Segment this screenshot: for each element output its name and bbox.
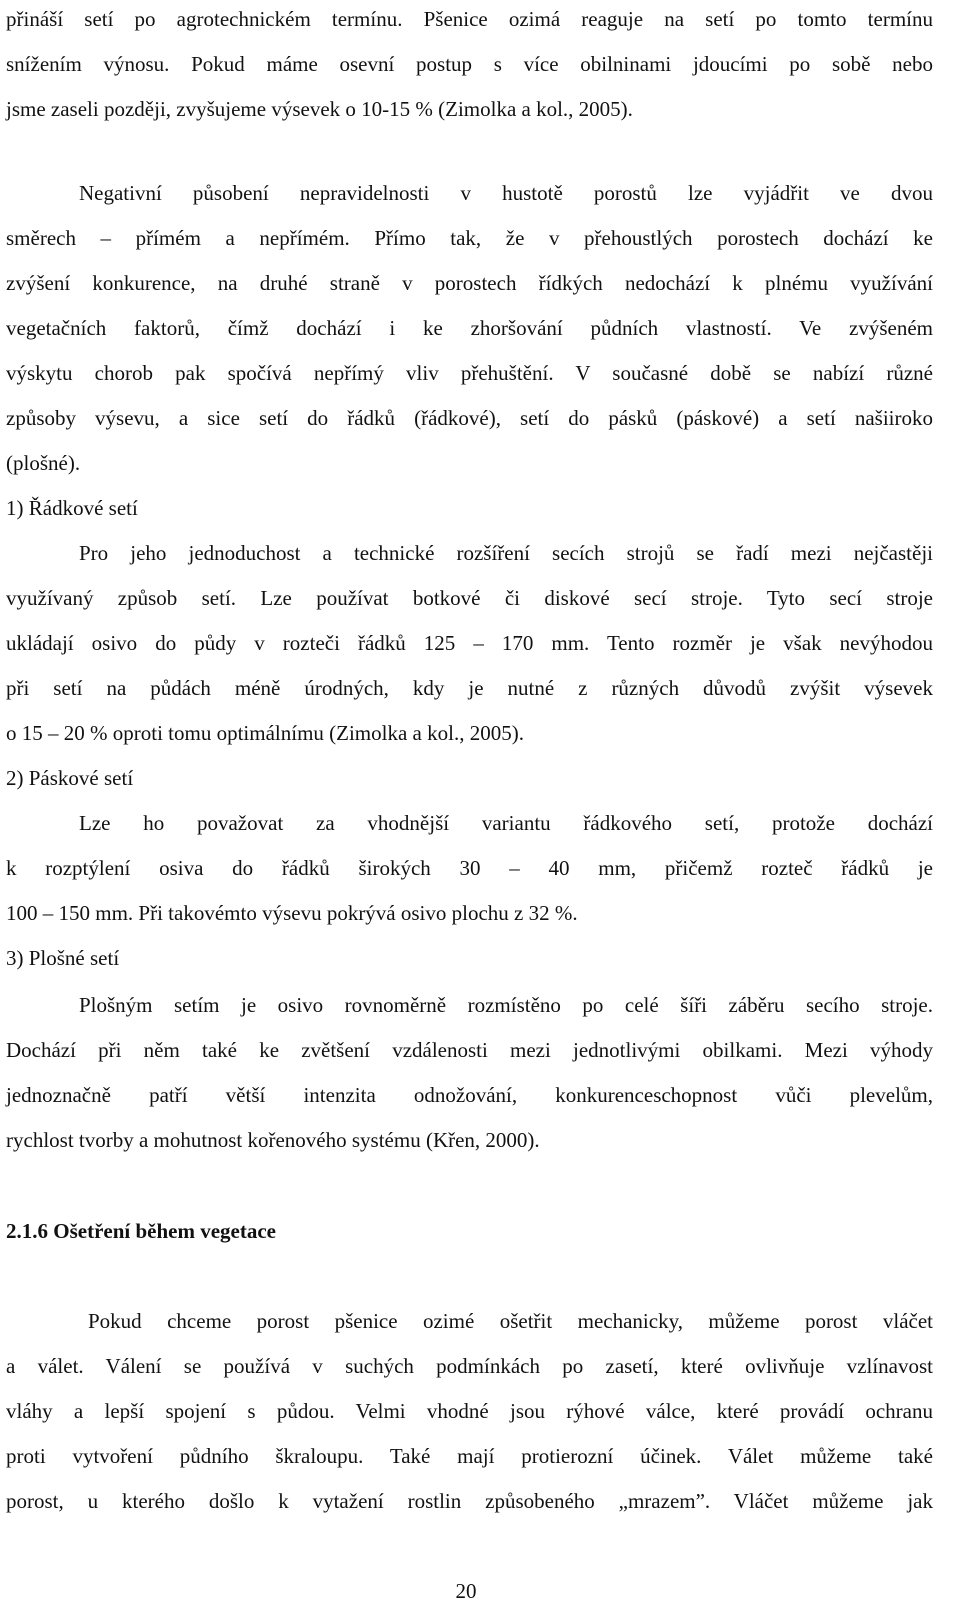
section-label: 2) Páskové setí — [6, 766, 134, 790]
text-line: k rozptýlení osiva do řádků širokých 30 – 40 mm, přičemž rozteč řádků je — [6, 856, 933, 880]
section-heading: 2.1.6 Ošetření během vegetace — [6, 1219, 276, 1243]
text-line: jsme zaseli později, zvyšujeme výsevek o 10-15 % (Zimolka a kol., 2005). — [6, 97, 633, 121]
text-line: Negativní působení nepravidelnosti v hustotě porostů lze vyjádřit ve dvou — [79, 181, 933, 205]
text-line: (plošné). — [6, 451, 81, 475]
text-line: ukládají osivo do půdy v rozteči řádků 125 – 170 mm. Tento rozměr je však nevýhodou — [6, 631, 933, 655]
text-line: porost, u kterého došlo k vytažení rostlin způsobeného „mrazem”. Vláčet můžeme jak — [6, 1489, 933, 1513]
text-line: výskytu chorob pak spočívá nepřímý vliv přehuštění. V současné době se nabízí různé — [6, 361, 933, 385]
text-line: a válet. Válení se používá v suchých podmínkách po zasetí, které ovlivňuje vzlínavost — [6, 1354, 933, 1378]
text-line: rychlost tvorby a mohutnost kořenového systému (Křen, 2000). — [6, 1128, 540, 1152]
page-number: 20 — [455, 1579, 477, 1603]
text-line: jednoznačně patří větší intenzita odnožování, konkurenceschopnost vůči plevelům, — [6, 1083, 933, 1107]
text-line: proti vytvoření půdního škraloupu. Také mají protierozní účinek. Válet můžeme také — [6, 1444, 933, 1468]
text-line: vegetačních faktorů, čímž dochází i ke zhoršování půdních vlastností. Ve zvýšeném — [6, 316, 933, 340]
text-line: způsoby výsevu, a sice setí do řádků (řádkové), setí do pásků (páskové) a setí našiiroko — [6, 406, 933, 430]
text-line: vláhy a lepší spojení s půdou. Velmi vhodné jsou rýhové válce, které provádí ochranu — [6, 1399, 933, 1423]
text-line: Pro jeho jednoduchost a technické rozšíření secích strojů se řadí mezi nejčastěji — [79, 541, 933, 565]
text-line: směrech – přímém a nepřímém. Přímo tak, že v přehoustlých porostech dochází ke — [6, 226, 933, 250]
text-line: přináší setí po agrotechnickém termínu. Pšenice ozimá reaguje na setí po tomto termínu — [6, 7, 933, 31]
text-line: Dochází při něm také ke zvětšení vzdálenosti mezi jednotlivými obilkami. Mezi výhody — [6, 1038, 933, 1062]
text-line: 100 – 150 mm. Při takovémto výsevu pokrývá osivo plochu z 32 %. — [6, 901, 578, 925]
text-line: o 15 – 20 % oproti tomu optimálnímu (Zimolka a kol., 2005). — [6, 721, 524, 745]
section-label: 3) Plošné setí — [6, 946, 120, 970]
text-line: Plošným setím je osivo rovnoměrně rozmístěno po celé šíři záběru secího stroje. — [79, 993, 933, 1017]
text-line: využívaný způsob setí. Lze používat botkové či diskové secí stroje. Tyto secí stroje — [6, 586, 933, 610]
text-line: zvýšení konkurence, na druhé straně v porostech řídkých nedochází k plnému využívání — [6, 271, 933, 295]
text-line: Pokud chceme porost pšenice ozimé ošetřit mechanicky, můžeme porost vláčet — [88, 1309, 933, 1333]
text-line: při setí na půdách méně úrodných, kdy je nutné z různých důvodů zvýšit výsevek — [6, 676, 933, 700]
section-label: 1) Řádkové setí — [6, 496, 138, 520]
text-line: Lze ho považovat za vhodnější variantu řádkového setí, protože dochází — [79, 811, 933, 835]
text-line: snížením výnosu. Pokud máme osevní postup s více obilninami jdoucími po sobě nebo — [6, 52, 933, 76]
